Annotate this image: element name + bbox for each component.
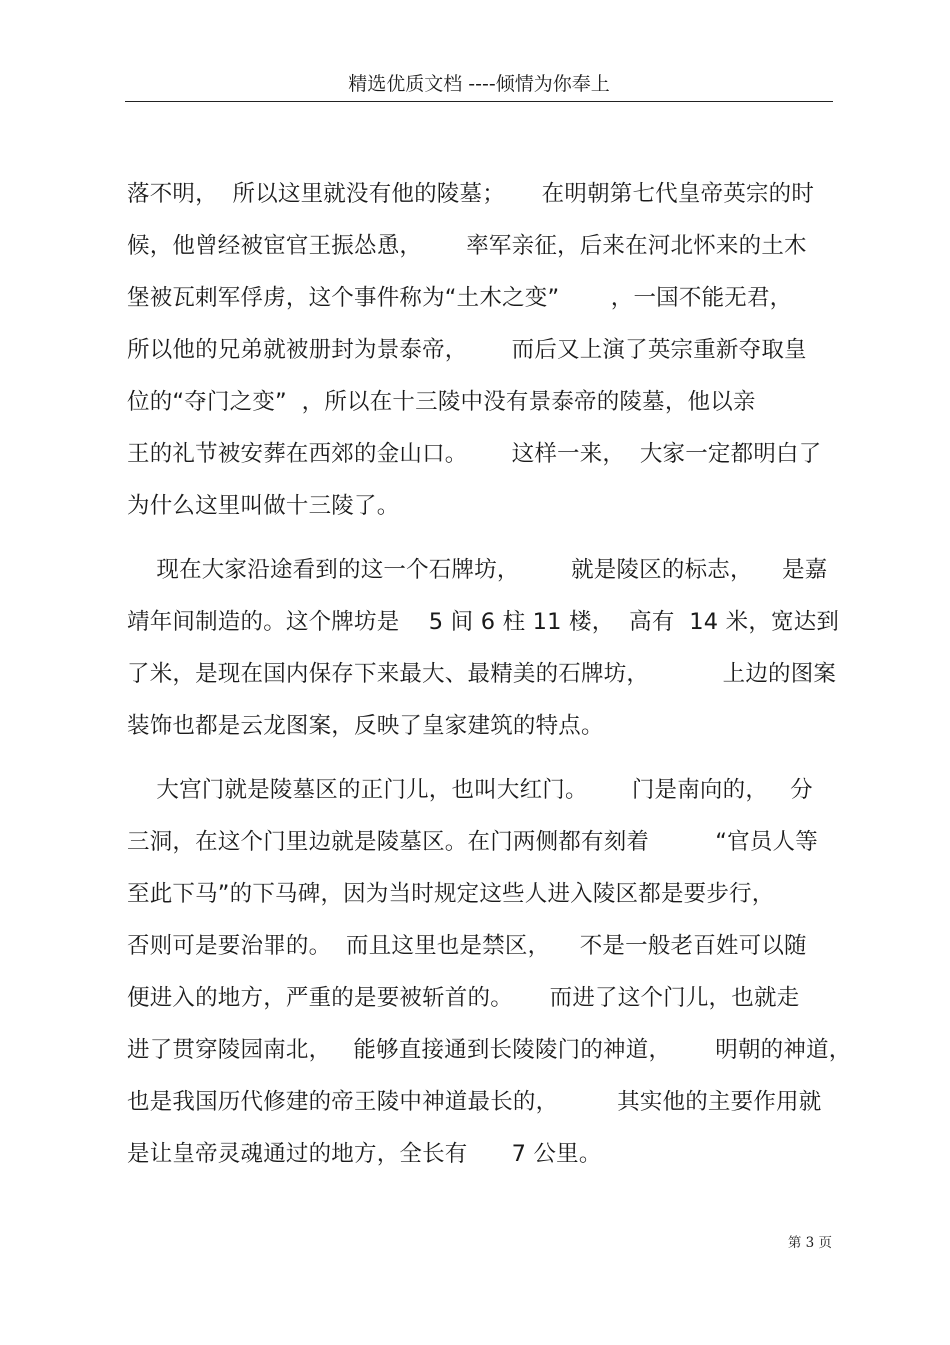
text-line: 否则可是要治罪的。 而且这里也是禁区， 不是一般老百姓可以随	[127, 933, 807, 959]
text-line: 为什么这里叫做十三陵了。	[127, 493, 400, 519]
text-line: 也是我国历代修建的帝王陵中神道最长的， 其实他的主要作用就	[127, 1089, 822, 1115]
text-line: 王的礼节被安葬在西郊的金山口。 这样一来， 大家一定都明白了	[127, 441, 822, 467]
text-line: 位的“夺门之变” ，所以在十三陵中没有景泰帝的陵墓，他以亲	[127, 389, 756, 415]
page-number: 第 3 页	[787, 1235, 832, 1251]
text-line: 是让皇帝灵魂通过的地方，全长有 7 公里。	[127, 1141, 602, 1167]
paragraph	[127, 548, 840, 756]
text-line: 候，他曾经被宦官王振怂恿， 率军亲征，后来在河北怀来的土木	[127, 233, 807, 259]
text-line: 至此下马”的下马碑，因为当时规定这些人进入陵区都是要步行，	[127, 881, 775, 907]
text-line: 三洞，在这个门里边就是陵墓区。在门两侧都有刻着 “官员人等	[127, 829, 818, 855]
paragraph-gap	[127, 536, 837, 548]
paragraph	[127, 768, 852, 1184]
text-line: 大宫门就是陵墓区的正门儿，也叫大红门。 门是南向的， 分	[127, 777, 813, 803]
text-line: 落不明， 所以这里就没有他的陵墓； 在明朝第七代皇帝英宗的时	[127, 181, 815, 207]
text-line: 装饰也都是云龙图案，反映了皇家建筑的特点。	[127, 713, 604, 739]
document-body	[127, 172, 852, 1184]
text-line: 便进入的地方，严重的是要被斩首的。 而进了这个门儿，也就走	[127, 985, 800, 1011]
page-header: 精选优质文档 ----倾情为你奉上	[348, 73, 610, 95]
text-line: 所以他的兄弟就被册封为景泰帝， 而后又上演了英宗重新夺取皇	[127, 337, 807, 363]
text-line: 靖年间制造的。这个牌坊是 5 间 6 柱 11 楼， 高有 14 米，宽达到	[127, 609, 840, 635]
text-line: 现在大家沿途看到的这一个石牌坊， 就是陵区的标志， 是嘉	[127, 557, 828, 583]
paragraph-gap	[127, 756, 837, 768]
text-line: 进了贯穿陵园南北， 能够直接通到长陵陵门的神道， 明朝的神道，	[127, 1037, 852, 1063]
text-line: 了米，是现在国内保存下来最大、最精美的石牌坊， 上边的图案	[127, 661, 837, 687]
text-line: 堡被瓦剌军俘虏，这个事件称为“土木之变” ，一国不能无君，	[127, 285, 793, 311]
header-divider	[125, 101, 833, 102]
paragraph	[127, 172, 837, 536]
